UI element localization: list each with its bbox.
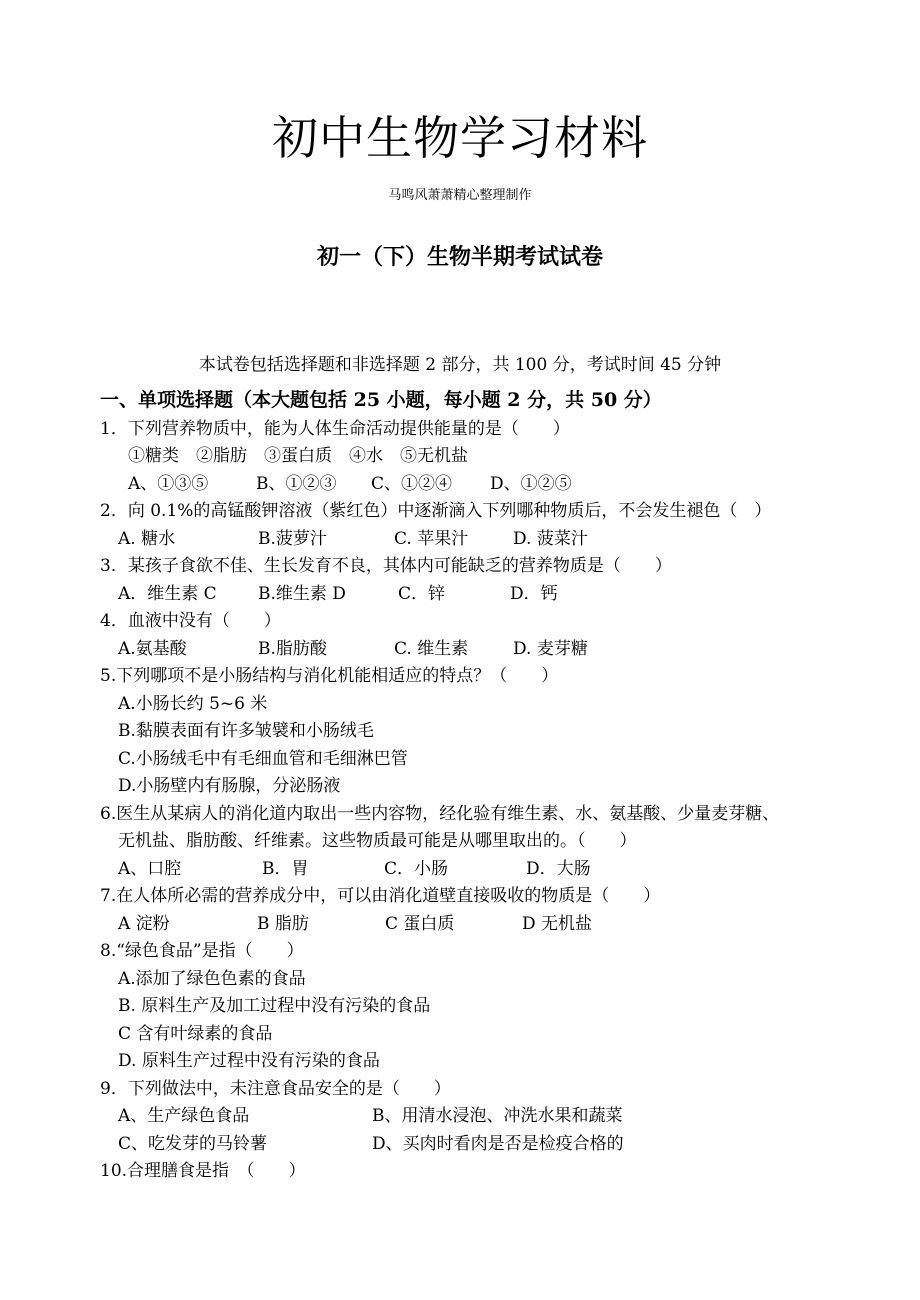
- option-a: A.氨基酸: [118, 639, 187, 659]
- option-d: D、买肉时看肉是否是检疫合格的: [372, 1134, 624, 1154]
- question-5-option-b: B.黏膜表面有许多皱襞和小肠绒毛: [118, 721, 374, 741]
- question-8-option-b: B. 原料生产及加工过程中没有污染的食品: [118, 996, 431, 1016]
- question-5-stem: 5.下列哪项不是小肠结构与消化机能相适应的特点？（ ）: [100, 666, 559, 686]
- question-9-stem: 9．下列做法中，未注意食品安全的是（ ）: [100, 1079, 451, 1099]
- option-d: D．钙: [510, 584, 558, 604]
- option-b: B 脂肪: [257, 914, 309, 934]
- exam-title: 初一（下）生物半期考试试卷: [316, 244, 603, 270]
- question-3-stem: 3．某孩子食欲不佳、生长发育不良，其体内可能缺乏的营养物质是（ ）: [100, 556, 672, 576]
- option-a: A、①③⑤: [128, 474, 209, 494]
- option-c: C 蛋白质: [385, 914, 455, 934]
- option-a: A、口腔: [118, 859, 182, 879]
- author-credit: 马鸣风萧萧精心整理制作: [388, 188, 532, 203]
- section-heading: 一、单项选择题（本大题包括 25 小题，每小题 2 分，共 50 分）: [100, 389, 662, 411]
- option-c: C．锌: [398, 584, 446, 604]
- question-4-stem: 4．血液中没有（ ）: [100, 611, 281, 631]
- question-5-option-c: C.小肠绒毛中有毛细血管和毛细淋巴管: [118, 749, 408, 769]
- question-8-option-c: C 含有叶绿素的食品: [118, 1024, 273, 1044]
- question-8-stem: 8.“绿色食品”是指（ ）: [100, 941, 304, 961]
- option-b: B.脂肪酸: [258, 639, 327, 659]
- option-a: A 淀粉: [118, 914, 170, 934]
- option-b: B、用清水浸泡、冲洗水果和蔬菜: [372, 1106, 623, 1126]
- question-2-stem: 2．向 0.1%的高锰酸钾溶液（紫红色）中逐渐滴入下列哪种物质后，不会发生褪色（ ）: [100, 501, 772, 521]
- option-b: B.菠萝汁: [258, 529, 327, 549]
- question-6-stem-line-1: 6.医生从某病人的消化道内取出一些内容物，经化验有维生素、水、氨基酸、少量麦芽糖、: [100, 804, 780, 824]
- option-b: B、①②③: [256, 474, 337, 494]
- option-a: A．维生素 C: [118, 584, 217, 604]
- option-c: C. 苹果汁: [394, 529, 469, 549]
- question-8-option-a: A.添加了绿色色素的食品: [118, 969, 306, 989]
- question-1-stem: 1．下列营养物质中，能为人体生命活动提供能量的是（ ）: [100, 419, 570, 439]
- question-10-stem: 10.合理膳食是指 （ ）: [100, 1161, 306, 1181]
- option-c: C．小肠: [384, 859, 449, 879]
- question-5-option-a: A.小肠长约 5~6 米: [118, 694, 268, 714]
- question-6-stem-line-2: 无机盐、脂肪酸、纤维素。这些物质最可能是从哪里取出的。（ ）: [118, 831, 637, 851]
- option-a: A. 糖水: [118, 529, 176, 549]
- question-8-option-d: D. 原料生产过程中没有污染的食品: [118, 1051, 380, 1071]
- option-b: B．胃: [262, 859, 309, 879]
- option-d: D 无机盐: [522, 914, 593, 934]
- exam-instructions: 本试卷包括选择题和非选择题 2 部分，共 100 分，考试时间 45 分钟: [198, 355, 722, 375]
- option-d: D．大肠: [526, 859, 591, 879]
- main-title: 初中生物学习材料: [272, 111, 648, 165]
- option-c: C. 维生素: [394, 639, 469, 659]
- option-d: D. 菠菜汁: [513, 529, 588, 549]
- question-5-option-d: D.小肠壁内有肠腺，分泌肠液: [118, 776, 341, 796]
- option-a: A、生产绿色食品: [118, 1106, 250, 1126]
- option-b: B.维生素 D: [258, 584, 346, 604]
- option-c: C、吃发芽的马铃薯: [118, 1134, 268, 1154]
- question-7-stem: 7.在人体所必需的营养成分中，可以由消化道壁直接吸收的物质是（ ）: [100, 886, 661, 906]
- question-1-items: ①糖类 ②脂肪 ③蛋白质 ④水 ⑤无机盐: [128, 446, 468, 466]
- option-d: D、①②⑤: [490, 474, 572, 494]
- option-c: C、①②④: [371, 474, 453, 494]
- option-d: D. 麦芽糖: [513, 639, 588, 659]
